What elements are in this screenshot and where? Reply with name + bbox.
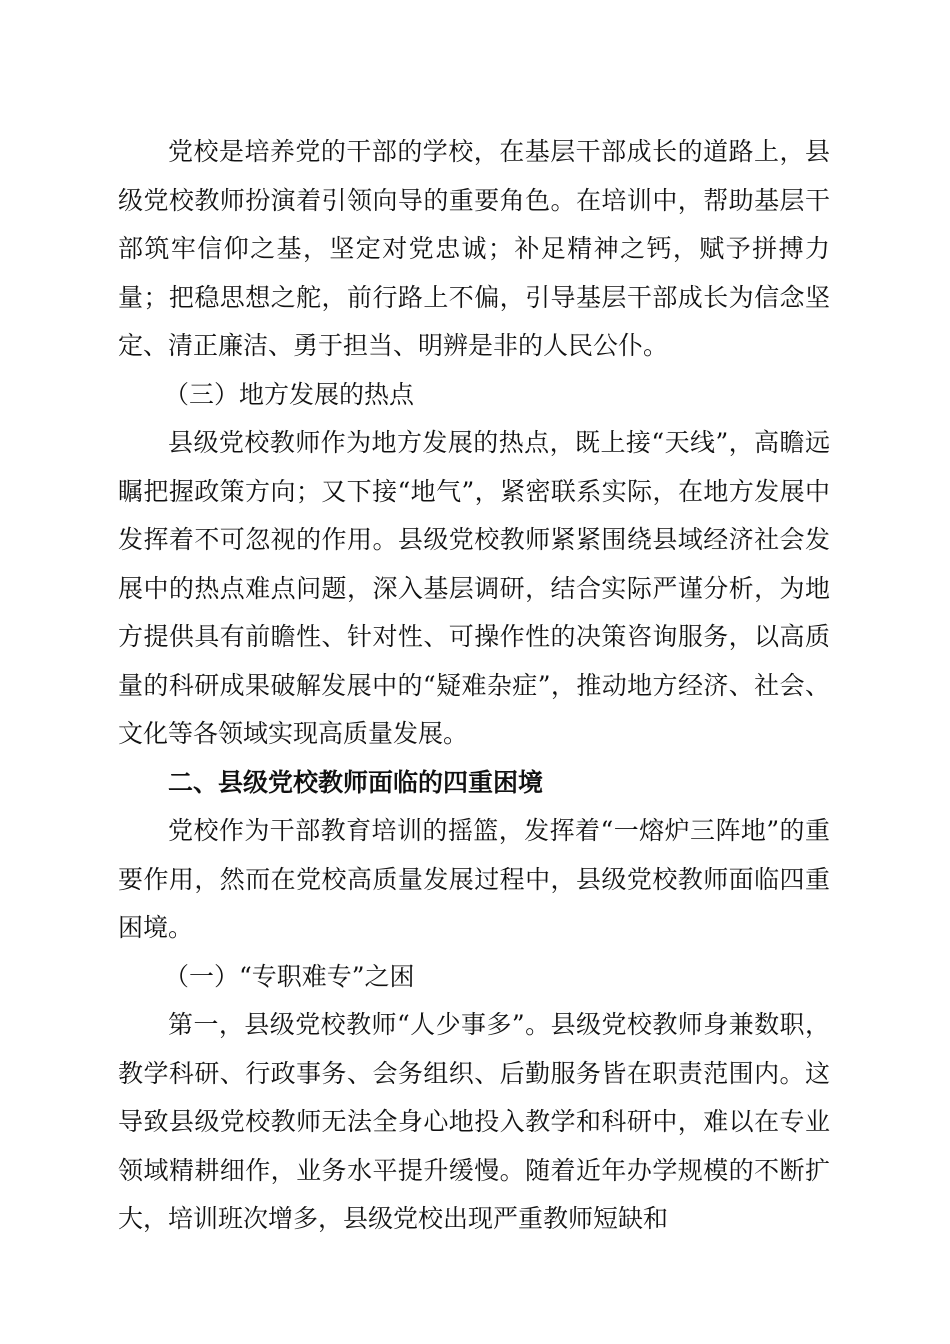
paragraph-dilemmas-intro: 党校作为干部教育培训的摇篮，发挥着“一熔炉三阵地”的重要作用，然而在党校高质量发展过程中，县级党校教师面临四重困境。 <box>118 816 830 942</box>
paragraph-local-development: 县级党校教师作为地方发展的热点，既上接“天线”，高瞻远瞩把握政策方向；又下接“地气”，紧密联系实际，在地方发展中发挥着不可忽视的作用。县级党校教师紧紧围绕县域经济社会发展中的热点难点问题，深入基层调研，结合实际严谨分析，为地方提供具有前瞻性、针对性、可操作性的决策咨询服务，以高质量的科研成果破解发展中的“疑难杂症”，推动地方经济、社会、文化等各领域实现高质量发展。 <box>118 428 830 748</box>
document-body <box>118 128 830 1244</box>
paragraph-understaffed: 第一，县级党校教师“人少事多”。县级党校教师身兼数职，教学科研、行政事务、会务组织、后勤服务皆在职责范围内。这导致县级党校教师无法全身心地投入教学和科研中，难以在专业领域精耕细作，业务水平提升缓慢。随着近年办学规模的不断扩大，培训班次增多，县级党校出现严重教师短缺和 <box>118 1010 830 1233</box>
section-heading-four-dilemmas: 二、县级党校教师面临的四重困境 <box>168 767 544 797</box>
subheading-local-development: （三）地方发展的热点 <box>164 379 415 409</box>
paragraph-party-school-role: 党校是培养党的干部的学校，在基层干部成长的道路上，县级党校教师扮演着引领向导的重要角色。在培训中，帮助基层干部筑牢信仰之基，坚定对党忠诚；补足精神之钙，赋予拼搏力量；把稳思想之舵，前行路上不偏，引导基层干部成长为信念坚定、清正廉洁、勇于担当、明辨是非的人民公仆。 <box>118 137 830 360</box>
subheading-full-time-dilemma: （一）“专职难专”之困 <box>164 961 415 991</box>
